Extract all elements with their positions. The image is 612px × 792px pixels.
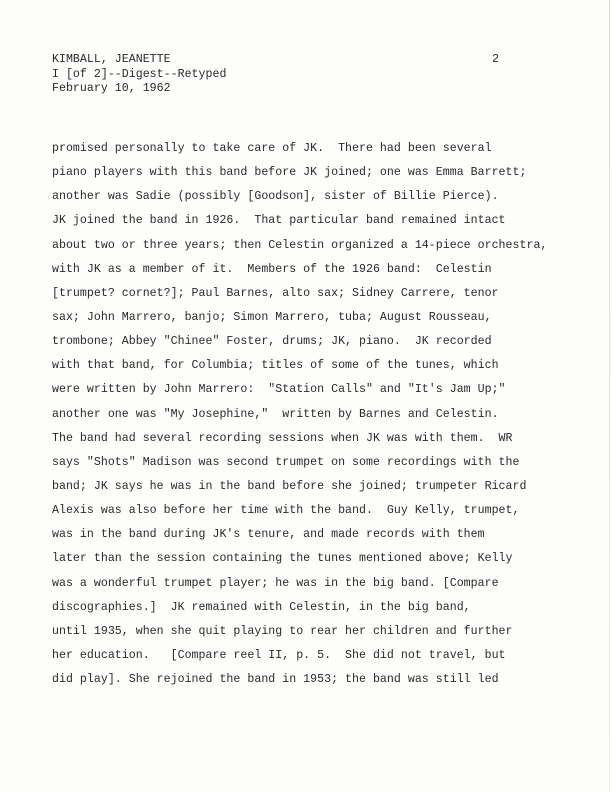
body-line: did play]. She rejoined the band in 1953; the band was still led — [52, 673, 499, 687]
header-name: KIMBALL, JEANETTE — [52, 53, 171, 66]
body-line: says "Shots" Madison was second trumpet on some recordings with the — [52, 455, 520, 469]
body-line: another was Sadie (possibly [Goodson], sister of Billie Pierce). — [52, 190, 499, 204]
body-line: was a wonderful trumpet player; he was in the big band. [Compare — [52, 576, 499, 590]
scan-edge-shadow — [609, 0, 610, 792]
body-line: sax; John Marrero, banjo; Simon Marrero, tuba; August Rousseau, — [52, 310, 492, 324]
body-line: [trumpet? cornet?]; Paul Barnes, alto sax; Sidney Carrere, tenor — [52, 286, 499, 300]
body-line: The band had several recording sessions when JK was with them. WR — [52, 431, 513, 445]
body-line: with JK as a member of it. Members of the 1926 band: Celestin — [52, 262, 492, 276]
body-line: Alexis was also before her time with the band. Guy Kelly, trumpet, — [52, 504, 520, 518]
body-line: her education. [Compare reel II, p. 5. She did not travel, but — [52, 648, 506, 662]
body-line: was in the band during JK's tenure, and made records with them — [52, 528, 485, 542]
body-line: another one was "My Josephine," written by Barnes and Celestin. — [52, 407, 499, 421]
document-header — [52, 53, 226, 97]
document-body — [52, 137, 547, 692]
header-reel-info: I [of 2]--Digest--Retyped — [52, 67, 227, 81]
body-line: with that band, for Columbia; titles of some of the tunes, which — [52, 359, 499, 373]
body-line: about two or three years; then Celestin organized a 14-piece orchestra, — [52, 238, 548, 252]
body-line: discographies.] JK remained with Celestin, in the big band, — [52, 600, 471, 614]
body-line: promised personally to take care of JK. There had been several — [52, 142, 492, 155]
body-line: were written by John Marrero: "Station Calls" and "It's Jam Up;" — [52, 383, 506, 397]
page-number: 2 — [492, 53, 499, 66]
header-date: February 10, 1962 — [52, 82, 171, 95]
body-line: band; JK says he was in the band before she joined; trumpeter Ricard — [52, 479, 527, 493]
body-line: later than the session containing the tunes mentioned above; Kelly — [52, 552, 513, 566]
body-line: JK joined the band in 1926. That particular band remained intact — [52, 214, 506, 228]
body-line: trombone; Abbey "Chinee" Foster, drums; JK, piano. JK recorded — [52, 335, 492, 349]
body-line: piano players with this band before JK joined; one was Emma Barrett; — [52, 166, 527, 180]
body-line: until 1935, when she quit playing to rear her children and further — [52, 624, 513, 638]
